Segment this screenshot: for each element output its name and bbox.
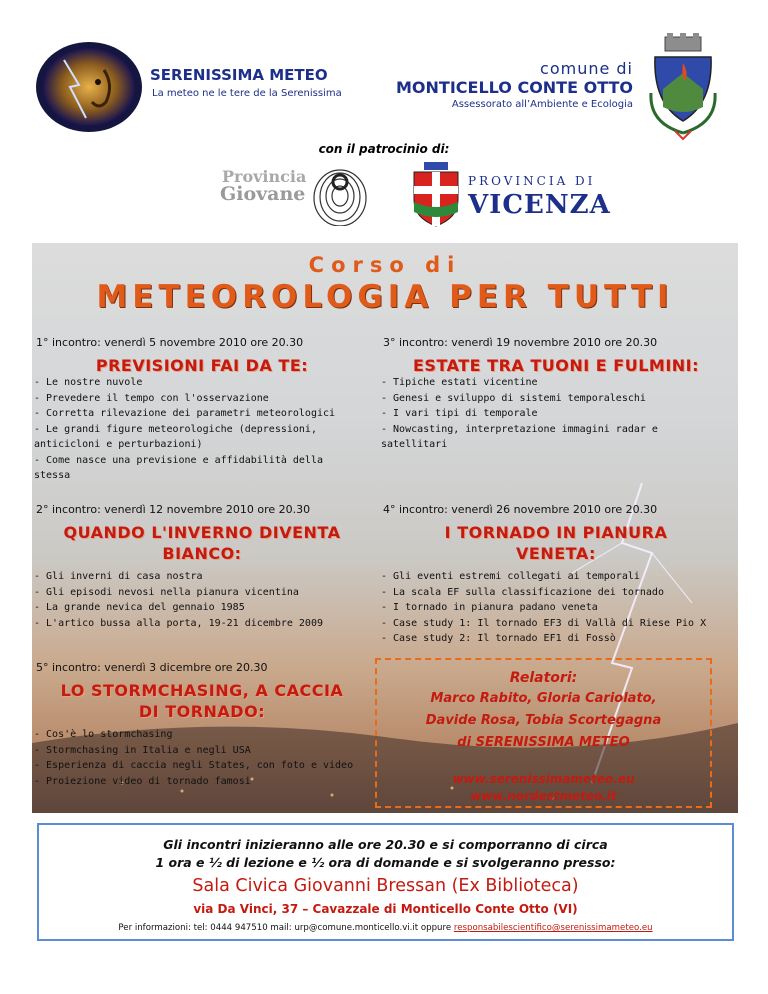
comune-department: Assessorato all’Ambiente e Ecologia: [451, 99, 633, 110]
contact-info-text: Per informazioni: tel: 0444 947510 mail: urp@comune.monticello.vi.it oppure: [118, 923, 454, 933]
session-4-topic: - I tornado in pianura padano veneta: [381, 602, 598, 613]
schedule-text-line1: Gli incontri inizieranno alle ore 20.30 e si comporranno di circa: [163, 837, 608, 852]
course-poster: [32, 243, 738, 813]
vicenza-crest-icon: [410, 162, 462, 228]
provincia-di-label: PROVINCIA DI: [468, 174, 596, 188]
provincia-giovane-text-1: Provincia: [222, 167, 307, 186]
provincia-giovane-logo: [218, 160, 376, 226]
session-4-topics: [381, 569, 706, 647]
session-1-title: PREVISIONI FAI DA TE:: [95, 356, 309, 375]
session-4-topic: - Case study 1: Il tornado EF3 di Vallà di Riese Pio X: [381, 617, 707, 629]
session-2-topic: - L'artico bussa alla porta, 19-21 dicembre 2009: [34, 617, 323, 629]
session-5-title-line1: LO STORMCHASING, A CACCIA: [60, 681, 344, 700]
comune-label: comune di: [540, 59, 633, 78]
session-5-topic: - Cos'è lo stormchasing: [34, 729, 173, 740]
monticello-crest-icon: [645, 33, 721, 141]
session-4-title-line1: I TORNADO IN PIANURA: [444, 523, 668, 542]
session-2-topic: - Gli inverni di casa nostra: [34, 571, 203, 582]
org-title: SERENISSIMA METEO: [150, 66, 328, 84]
course-label: Corso di: [308, 253, 462, 277]
serenissimameteo-link[interactable]: www.serenissimameteo.eu: [452, 772, 635, 786]
venue-info-box: [37, 823, 734, 941]
org-tagline: La meteo ne le tere de la Serenissima: [152, 88, 342, 99]
session-2-topic: - Gli episodi nevosi nella pianura vicentina: [34, 586, 299, 598]
session-3-topic: - Genesi e sviluppo di sistemi temporaleschi: [381, 392, 646, 404]
session-1-topic: - Come nasce una previsione e affidabilità della: [34, 454, 323, 466]
session-3-topic: - I vari tipi di temporale: [381, 408, 538, 419]
session-3-topics: [381, 375, 658, 453]
session-1-topic: - Le grandi figure meteorologiche (depressioni,: [34, 423, 317, 435]
contact-info: [39, 923, 732, 933]
session-5-title-line2: DI TORNADO:: [138, 702, 266, 721]
session-5-topic: - Proiezione video di tornado famosi: [34, 775, 251, 787]
session-3-date: 3° incontro: venerdì 19 novembre 2010 ore 20.30: [383, 336, 658, 349]
session-1-topic: stessa: [34, 470, 71, 481]
session-2-topic: - La grande nevica del gennaio 1985: [34, 602, 245, 613]
session-2-date: 2° incontro: venerdì 12 novembre 2010 ore 20.30: [36, 503, 311, 516]
provincia-giovane-text-2: Giovane: [220, 183, 306, 205]
speakers-line: di SERENISSIMA METEO: [457, 735, 630, 750]
session-2-title-line1: QUANDO L'INVERNO DIVENTA: [63, 523, 341, 542]
session-1-topics: [34, 375, 335, 484]
speakers-label: Relatori:: [509, 670, 578, 686]
provincia-name: VICENZA: [468, 190, 611, 220]
serenissima-meteo-logo: [34, 40, 144, 135]
venue-name: Sala Civica Giovanni Bressan (Ex Biblioteca): [192, 876, 579, 896]
venue-address: via Da Vinci, 37 – Cavazzale di Monticello Conte Otto (VI): [193, 902, 578, 916]
session-5-date: 5° incontro: venerdì 3 dicembre ore 20.30: [36, 661, 268, 674]
session-1-topic: - Le nostre nuvole: [34, 377, 143, 388]
session-5-topic: - Esperienza di caccia negli States, con foto e video: [34, 760, 354, 771]
session-5-topics: [34, 727, 353, 789]
patronage-label: con il patrocinio di:: [318, 142, 450, 156]
fingerprint-icon: [314, 170, 366, 226]
session-2-title-line2: BIANCO:: [162, 544, 242, 563]
schedule-text-line2: 1 ora e ½ di lezione e ½ ora di domande e si svolgeranno presso:: [155, 855, 616, 870]
session-4-topic: - Case study 2: Il tornado EF1 di Fossò: [381, 633, 616, 644]
contact-email-link[interactable]: responsabilescientifico@serenissimameteo.eu: [453, 923, 653, 933]
session-4-topic: - La scala EF sulla classificazione dei tornado: [381, 586, 664, 598]
nordestmeteo-link[interactable]: www.nordestmeteo.it: [470, 789, 617, 803]
session-1-topic: anticicloni e perturbazioni): [34, 439, 203, 450]
session-4-title-line2: VENETA:: [516, 544, 596, 563]
course-title: METEOROLOGIA PER TUTTI: [96, 279, 674, 315]
session-4-topic: - Gli eventi estremi collegati ai temporali: [381, 571, 640, 582]
session-2-topics: [34, 569, 323, 631]
session-1-date: 1° incontro: venerdì 5 novembre 2010 ore 20.30: [36, 336, 304, 349]
session-4-date: 4° incontro: venerdì 26 novembre 2010 ore 20.30: [383, 503, 658, 516]
comune-name: MONTICELLO CONTE OTTO: [396, 78, 633, 97]
speakers-names: [377, 688, 710, 754]
session-5-topic: - Stormchasing in Italia e negli USA: [34, 744, 251, 756]
session-3-topic: - Nowcasting, interpretazione immagini radar e: [381, 423, 658, 435]
speakers-line: Marco Rabito, Gloria Cariolato,: [430, 691, 657, 706]
session-3-topic: - Tipiche estati vicentine: [381, 377, 538, 388]
session-1-topic: - Prevedere il tempo con l'osservazione: [34, 392, 269, 404]
session-3-title: ESTATE TRA TUONI E FULMINI:: [412, 356, 700, 375]
session-1-topic: - Corretta rilevazione dei parametri meteorologici: [34, 408, 336, 419]
speakers-line: Davide Rosa, Tobia Scortegagna: [425, 713, 662, 728]
session-3-topic: satellitari: [381, 439, 448, 450]
speakers-box: [375, 658, 712, 808]
